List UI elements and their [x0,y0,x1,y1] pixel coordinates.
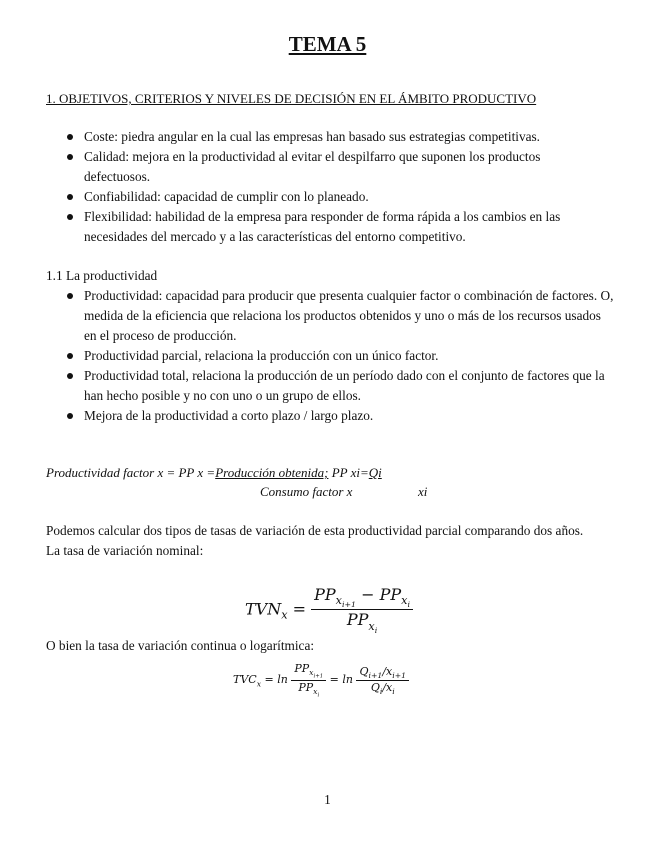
objectives-list [46,127,606,247]
nominal-label: La tasa de variación nominal: [46,543,204,558]
formula-mid: PP xi= [328,465,369,480]
list-item: Coste: piedra angular en la cual las empresas han basado sus estrategias competitivas. [46,127,606,147]
subsection-heading: 1.1 La productividad [46,268,158,283]
list-item: Productividad: capacidad para producir que presenta cualquier factor o combinación de factores. O, medida de la eficiencia que relaciona los productos obtenidos y uno o más de los recursos usados en el proceso de producción. [46,286,616,346]
paragraph [46,521,606,561]
list-item: Calidad: mejora en la productividad al evitar el despilfarro que suponen los productos defectuosos. [46,147,606,187]
continuous-label: O bien la tasa de variación continua o logarítmica: [46,638,315,653]
list-item: Flexibilidad: habilidad de la empresa para responder de forma rápida a los cambios en las necesidades del mercado y a las características del entorno competitivo. [46,207,606,247]
productivity-list [46,286,616,426]
productivity-formula [46,465,466,499]
list-item: Mejora de la productividad a corto plazo / largo plazo. [46,406,616,426]
formula-denominator: Consumo factor x [260,484,353,499]
section-heading: 1. OBJETIVOS, CRITERIOS Y NIVELES DE DECISIÓN EN EL ÁMBITO PRODUCTIVO [46,91,537,106]
page-title: TEMA 5 [288,32,367,56]
list-item: Productividad parcial, relaciona la producción con un único factor. [46,346,616,366]
page-number: 1 [324,792,331,807]
tvc-equation: $TVC_x = \ln$ $\frac{PP_{x_{i+1}}}{PP_{x_i}}$ = ln $\frac{Q_{i+1}/x_{i+1}}{Q_i/x_i}$ [233,662,409,698]
formula-lead: Productividad factor x = PP x = [46,465,216,480]
formula-numerator-2: Qi [368,465,382,480]
paragraph-text: Podemos calcular dos tipos de tasas de variación de esta productividad parcial comparando dos años. [46,523,584,538]
tvn-equation: $TVN_x$ = $\frac{PP_{x_{i+1}} - PP_{x_i}}{PP_{x_i}}$ [245,585,413,635]
formula-denominator-2: xi [418,484,428,499]
list-item: Productividad total, relaciona la producción de un período dado con el conjunto de factores que la han hecho posible y no con uno o un grupo de ellos. [46,366,616,406]
formula-numerator: Producción obtenida; [215,465,329,480]
list-item: Confiabilidad: capacidad de cumplir con lo planeado. [46,187,606,207]
